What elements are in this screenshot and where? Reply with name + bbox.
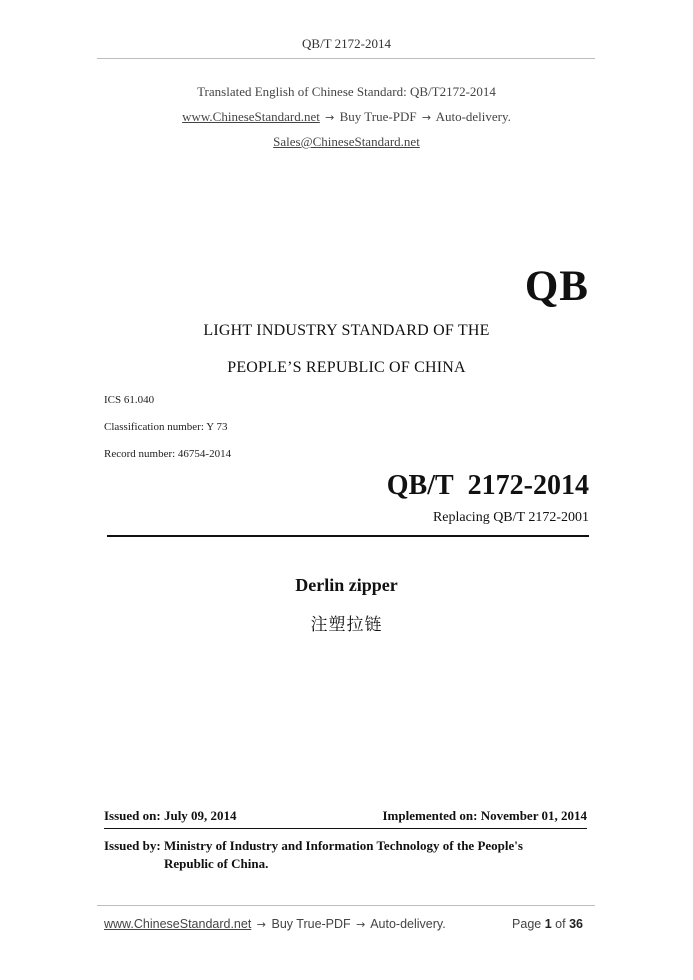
page-of: of (555, 917, 566, 931)
document-title-cn: 注塑拉链 (310, 615, 383, 635)
footer-buy-text: Buy True-PDF (271, 917, 351, 931)
header-divider (97, 58, 595, 59)
footer-site-link[interactable]: www.ChineseStandard.net (104, 917, 252, 931)
sales-line (0, 134, 693, 150)
arrow-right-icon: → (356, 918, 366, 931)
buy-pdf-text: Buy True-PDF (339, 109, 417, 124)
footer-delivery-text: Auto-delivery. (370, 917, 446, 931)
standard-code-prefix: QB/T (386, 470, 454, 501)
standard-code (387, 470, 589, 502)
issue-divider (104, 828, 587, 829)
org-line-2: PEOPLE’S REPUBLIC OF CHINA (227, 359, 466, 376)
purchase-line (0, 109, 693, 125)
page-indicator (512, 917, 583, 931)
page-current: 1 (544, 917, 552, 931)
replacing-note: Replacing QB/T 2172-2001 (432, 510, 589, 525)
arrow-right-icon: → (325, 111, 335, 124)
arrow-right-icon: → (421, 111, 432, 124)
title-divider (107, 535, 589, 537)
translation-notice: Translated English of Chinese Standard: QB/T2172-2014 (197, 84, 496, 99)
chinesestandard-link[interactable]: www.ChineseStandard.net (182, 109, 320, 124)
auto-delivery-text: Auto-delivery. (435, 109, 511, 124)
arrow-right-icon: → (256, 918, 267, 931)
ics-code: ICS 61.040 (104, 394, 155, 406)
page-label: Page (512, 917, 542, 931)
issued-by (104, 837, 564, 873)
record-number: Record number: 46754-2014 (104, 448, 232, 460)
footer-divider (97, 905, 595, 906)
document-title-en: Derlin zipper (295, 575, 398, 595)
org-line-1: LIGHT INDUSTRY STANDARD OF THE (203, 322, 490, 339)
classification-number: Classification number: Y 73 (104, 421, 228, 433)
sales-email-link[interactable]: Sales@ChineseStandard.net (273, 134, 420, 149)
running-header: QB/T 2172-2014 (302, 36, 391, 51)
issued-by-label: Issued by: (104, 838, 161, 853)
qb-mark: QB (524, 263, 589, 310)
page-total: 36 (569, 917, 583, 931)
issued-by-value: Ministry of Industry and Information Technology of the People's Republic of China. (163, 838, 523, 871)
issued-on: Issued on: July 09, 2014 (104, 808, 237, 823)
standard-code-number: 2172-2014 (467, 470, 589, 501)
footer-links (104, 917, 446, 931)
implemented-on: Implemented on: November 01, 2014 (382, 808, 587, 823)
